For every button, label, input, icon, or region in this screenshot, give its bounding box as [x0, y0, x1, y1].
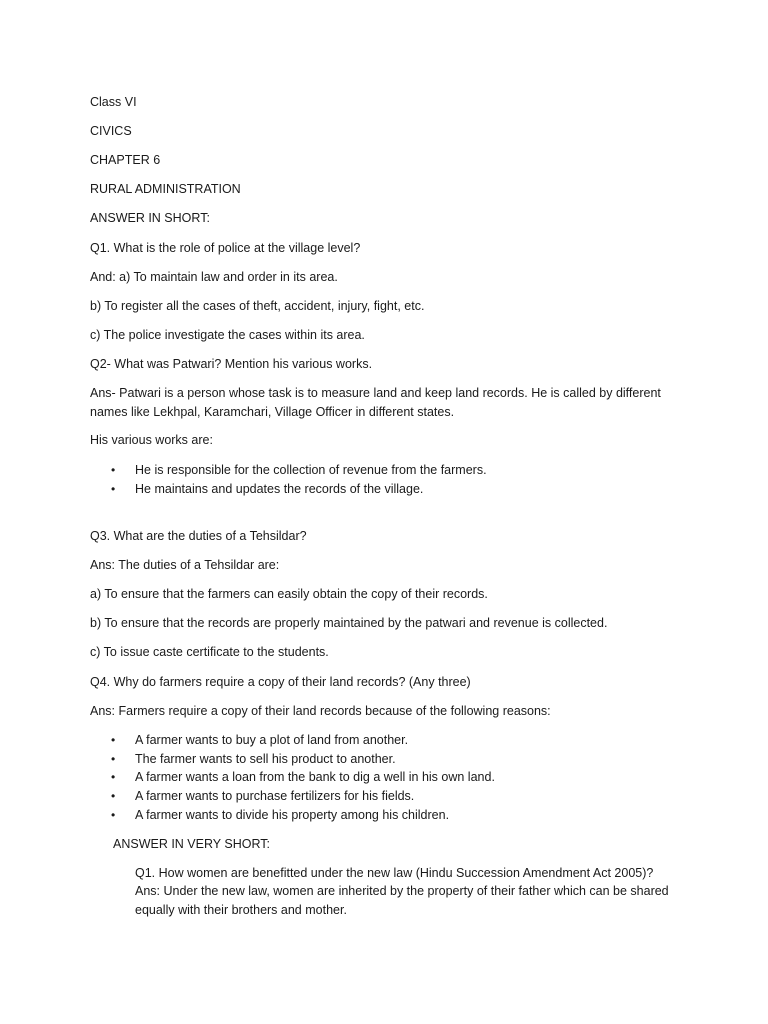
bullet-icon: •: [111, 807, 116, 822]
q4-question: Q4. Why do farmers require a copy of their land records? (Any three): [90, 675, 471, 689]
q1-answer-c: c) The police investigate the cases within its area.: [90, 328, 365, 342]
list-item: • He is responsible for the collection of revenue from the farmers.: [90, 461, 487, 480]
bullet-icon: •: [111, 463, 116, 477]
q2-answer: Ans- Patwari is a person whose task is to measure land and keep land records. He is called by different names like Lekhpal, Karamchari, Village Officer in different states.: [90, 386, 661, 419]
vs-q1-question: Q1. How women are benefitted under the new law (Hindu Succession Amendment Act 2005)?: [135, 866, 654, 880]
q4-intro: Ans: Farmers require a copy of their land records because of the following reasons:: [90, 704, 551, 718]
bullet-icon: •: [111, 733, 116, 747]
q1-answer-b: b) To register all the cases of theft, accident, injury, fight, etc.: [90, 299, 425, 313]
q1-answer-a: And: a) To maintain law and order in its area.: [90, 270, 338, 284]
chapter-label: CHAPTER 6: [90, 153, 161, 167]
q2-question: Q2- What was Patwari? Mention his various works.: [90, 357, 373, 371]
q4-reasons-list: [90, 731, 495, 825]
vs-q1-answer: Ans: Under the new law, women are inherited by the property of their father which can be shared equally with their brothers and mother.: [135, 884, 669, 917]
q2-works-list: [90, 461, 487, 498]
q3-answer-a: a) To ensure that the farmers can easily obtain the copy of their records.: [90, 587, 488, 601]
list-item: • The farmer wants to sell his product to another.: [90, 750, 495, 769]
section-heading-very-short: ANSWER IN VERY SHORT:: [113, 837, 270, 851]
bullet-icon: •: [111, 751, 116, 766]
list-item: • A farmer wants to purchase fertilizers for his fields.: [90, 787, 495, 806]
q3-answer-b: b) To ensure that the records are properly maintained by the patwari and revenue is collected.: [90, 616, 608, 630]
q3-answer-c: c) To issue caste certificate to the students.: [90, 645, 329, 659]
bullet-icon: •: [111, 770, 116, 785]
bullet-icon: •: [111, 789, 116, 804]
q3-intro: Ans: The duties of a Tehsildar are:: [90, 558, 280, 572]
chapter-title: RURAL ADMINISTRATION: [90, 182, 241, 196]
class-label: Class VI: [90, 95, 137, 109]
list-item: • He maintains and updates the records of the village.: [90, 480, 487, 499]
list-item: • A farmer wants to divide his property among his children.: [90, 806, 495, 825]
section-heading-short: ANSWER IN SHORT:: [90, 211, 210, 225]
q2-works-intro: His various works are:: [90, 433, 213, 447]
q1-question: Q1. What is the role of police at the village level?: [90, 241, 361, 255]
list-item: • A farmer wants to buy a plot of land from another.: [90, 731, 495, 750]
subject-label: CIVICS: [90, 124, 132, 138]
q3-question: Q3. What are the duties of a Tehsildar?: [90, 529, 307, 543]
list-item: • A farmer wants a loan from the bank to dig a well in his own land.: [90, 768, 495, 787]
bullet-icon: •: [111, 481, 116, 496]
